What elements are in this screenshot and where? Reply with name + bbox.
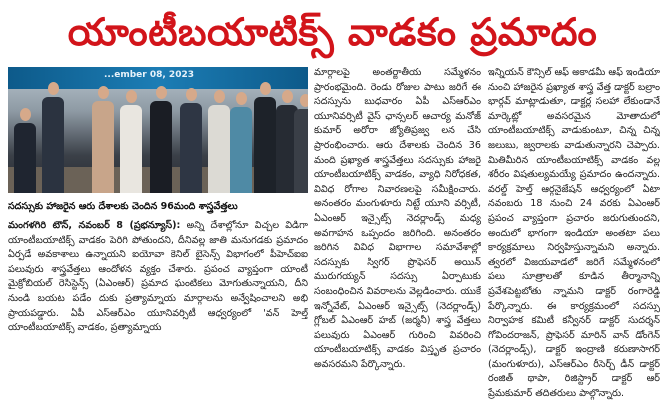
photo-person	[180, 88, 202, 193]
article-body-1: అన్ని దేశాల్లోనూ విచ్చల విడిగా యాంటీబయాటిక్స్ వాడకం పెరిగి పోతుందని, దీనివల్ల జాతి మనుగడకు ప్రమాదం ఏర్పడే అవకాశాలు ఉన్నాయని ఐయోవా కెనిల్ బైసెన్స్ విభాగంలో పీహెచ్ఐఐ పలువురు శాస్త్రవేత్తలు ఆందోళన వ్యక్తం చేశారు. ప్రపంచ వ్యాప్తంగా యాంటీ మైక్రోబియల్ రెసిస్టెన్స్ (ఏఎంఆర్) ప్రమాద ఘంటికలు మోగుతున్నాయని, దీని నుండి బయట పడేం దుకు ప్రత్యామ్నాయ మార్గాలను అన్వేషించాలని అభి ప్రాయపడ్డారు. ఏపీ ఎస్ఆర్ఎం యూనివర్సిటీ ఆధ్వర్యంలో 'వన్ హెల్త్ యాంటీబయాటిక్స్ వాడకం, ప్రత్యామ్నాయ	[8, 220, 308, 334]
photo-person	[120, 90, 142, 193]
photo-banner-text: ...ember 08, 2023	[104, 70, 194, 80]
photo-person	[208, 90, 230, 193]
photo-person	[254, 82, 276, 193]
article-dateline: మంగళగిరి టౌన్, నవంబర్ 8 (ప్రభన్యూస్):	[8, 220, 181, 231]
article-column-3	[488, 66, 660, 402]
photo-person	[92, 86, 114, 193]
article-body-3: ఇన్నియన్ కౌన్సిల్ ఆఫ్ అకాడమీ ఆఫ్ ఇండియా నుంచి హాజరైన ప్రఖ్యాత శాస్త్ర వేత్త డాక్టర్ బల్రాం భార్గవ్ మాట్లాడుతూ, డాక్టర్ల సలహా లేకుండానే మార్కెట్లో అవసరమైన మోతాదులో యాంటీబయాటిక్స్ వాడుకుంటూ, చిన్న చిన్న జలుబు, జ్వరాలకు వాడుతున్నారని చెప్పారు. మితిమీరిన యాంటీబయాటిక్స్ వాడకం వల్ల శరీరం విషతుల్యమయ్యే ప్రమాదం ఉందన్నారు. వరల్డ్ హెల్త్ ఆర్గనైజేషన్ ఆధ్వర్యంలో ఏటా నవంబరు 18 నుంచి 24 వరకు ఏఎంఆర్ ప్రపంచ వ్యాప్తంగా ప్రచారం జరుగుతుందని, అందులో భాగంగా ఇండియా అంతటా పలు కార్యక్రమాలు నిర్వహిస్తున్నామని అన్నారు. త్వరలో విజయవాడలో జరిగే సమ్మేళనంలో పలు సూత్రాలతో కూడిన తీర్మానాన్ని ప్రవేశపెట్టబోతు న్నామని డాక్టర్ రంగారెడ్డి పేర్కొన్నారు. ఈ కార్యక్రమంలో సదస్సు నిర్వాహక కమిటీ కన్వీనర్ డాక్టర్ సుదర్శన్ గోవిందరాజన్, ప్రొఫెసర్ మారిన్ వాన్ డోంగెన్ (నెదర్లాండ్స్), డాక్టర్ ఇంద్రాణి కరుణాసాగర్ (మంగుళూరు), ఎస్ఆర్ఎం రీసెర్చ్ డీన్ డాక్టర్ రంజిత్ థాపా, రిజిస్ట్రార్ డాక్టర్ ఆర్ ప్రేమకుమార్ తదితరులు పాల్గొన్నారు.	[488, 67, 660, 400]
photo-person	[14, 108, 36, 193]
headline: యాంటీబయాటిక్స్ వాడకం ప్రమాదం	[67, 10, 598, 54]
photo-person	[230, 92, 252, 193]
photo-person	[42, 82, 64, 193]
conference-photo	[8, 67, 308, 193]
article-body-2: మార్గాలపై అంతర్జాతీయ సమ్మేళనం ప్రారంభమైంది. రెండు రోజుల పాటు జరిగే ఈ సదస్సును బుధవారం ఏపీ ఎస్ఆర్ఎం యూనివర్సిటీ వైస్ ఛాన్సలర్ ఆచార్య మనోజ్ కుమార్ అరోరా జ్యోతిప్రజ్వ లన చేసి ప్రారంభించారు. ఆరు దేశాలకు చెందిన 36 మంది ప్రఖ్యాత శాస్త్రవేత్తలు సదస్సుకు హాజరై యాంటీబయాటిక్స్ వాడకం, వ్యాధి నిరోధకత, వివిధ రోగాల నివారణలపై సమీక్షించారు. అనంతరం మంగుళూరు నిట్టే యూని వర్సిటీ, ఏఎంఆర్ ఇన్సైట్స్ నెదర్లాండ్స్ మధ్య అవగాహన ఒప్పందం జరిగింది. అనంతరం జరిగిన వివిధ విభాగాల సమావేశాల్లో సదస్సుకు స్విగర్ ప్రొఫెసర్ అయిన్ మురుగయ్యన్ సదస్సు ఏర్పాటుకు సంబంధించిన వివరాలను వెల్లడించారు. యుకే ఇన్నోవేట్, ఏఎంఆర్ ఇన్సైట్స్ (నెదర్లాండ్స్) గ్లోబల్ ఏఎంఆర్ హబ్ (జర్మనీ) శాస్త్ర వేత్తలు పలువురు ఏఎంఆర్ గురించి వివరించి యాంటీబయాటిక్స్ వాడకం విస్తృత ప్రచారం అవసరమని పేర్కొన్నారు.	[314, 67, 481, 370]
article-column-2	[314, 66, 481, 402]
photo-person	[294, 94, 308, 193]
photo-caption: సదస్సుకు హాజరైన ఆరు దేశాలకు చెందిన 96మంది శాస్త్రవేత్తలు	[8, 201, 238, 212]
photo-person	[150, 86, 172, 193]
article-column-1	[8, 219, 308, 401]
